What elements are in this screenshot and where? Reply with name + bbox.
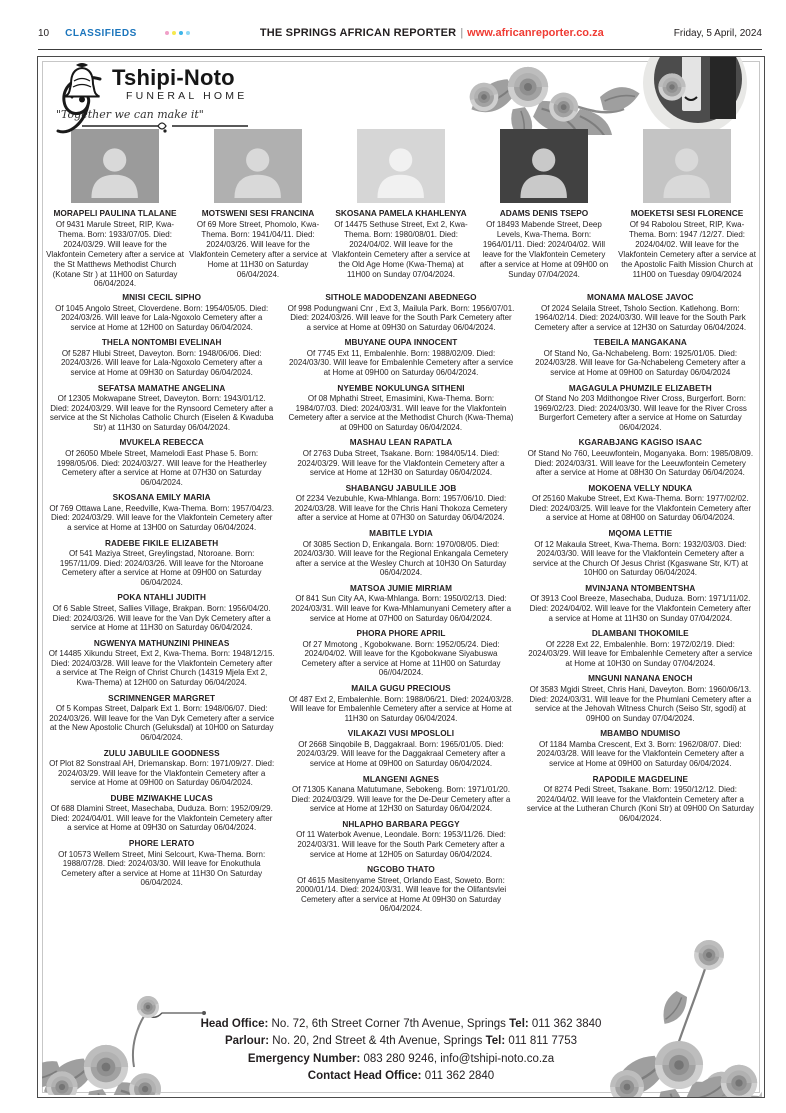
deceased-name: MNGUNI NANANA ENOCH (588, 674, 693, 684)
rose-bouquet-decoration (464, 57, 764, 135)
obituary-text: Of Stand No 203 Mdithongoe River Cross, Burgerfort. Born: 1969/02/23. Died: 2024/03/30. Will leave for the River Cross Burgerfort Cemetery after a service at Home on Saturday 06/04/2024. (533, 394, 747, 432)
deceased-name: SKOSANA EMILY MARIA (112, 493, 211, 503)
memorial-photo-circle (643, 57, 747, 135)
funeral-home-logo (54, 65, 294, 134)
obituary-entry (287, 584, 514, 623)
deceased-name: DLAMBANI THOKOMILE (591, 629, 689, 639)
obituary-column (527, 293, 754, 1017)
obituary-text: Of 27 Mmotong , Kgobokwane. Born: 1952/05/24. Died: 2024/04/02. Will leave for the Kgobokwane Siyabuswa Cemetery after a service at Home at 11H00 on Saturday 06//04/2024. (301, 639, 501, 678)
obituary-text: Of 69 More Street, Phomolo, Kwa-Thema. Born: 1941/04/11. Died: 2024/03/26. Will leave for the Vlakfontein Cemetery after a service at Home at 11H30 on Saturday 06/04/2024. (189, 220, 327, 279)
deceased-name: PHORE LERATO (128, 839, 195, 849)
funeral-notices-advert (37, 56, 765, 1098)
obituary-entry (48, 438, 275, 487)
deceased-name: MAILA GUGU PRECIOUS (351, 684, 451, 694)
deceased-name: SITHOLE MADODENZANI ABEDNEGO (325, 293, 477, 302)
obituary-text: Of 1184 Mamba Crescent, Ext 3. Born: 1962/08/07. Died: 2024/03/28. Will leave for the Vlakfontein Cemetery after a service at Home at 09H00 on Saturday 06/04/2024. (536, 739, 744, 768)
deceased-name: TEBEILA MANGAKANA (593, 338, 687, 348)
deceased-name: NGWENYA MATHUNZINI PHINEAS (93, 638, 230, 648)
deceased-name: KGARABJANG KAGISO ISAAC (578, 438, 702, 448)
obituary-entry (527, 629, 754, 668)
portrait-photo (643, 129, 731, 203)
obituary-text: Of 14475 Sethuse Street, Ext 2, Kwa-Thema. Born: 1980/08/01. Died: 2024/04/02. Will leave for the Vlakfontein Cemetery after a service at the Old Age Home (Kwa-Thema) at 11H00 on Sunday 07/04/2024. (332, 220, 470, 279)
obituary-text: Of 2228 Ext 22, Embalenhle. Born: 1972/02/19. Died: 2024/03/29. Will leave for Embalenhle Cemetery after a service at Home at 10H30 on Sunday 07/04/2024. (528, 639, 753, 668)
deceased-name: MORAPELI PAULINA TLALANE (53, 208, 177, 218)
obituary-entry (527, 584, 754, 623)
obituary-text: Of 6 Sable Street, Sallies Village, Brakpan. Born: 1956/04/20. Died: 2024/03/26. Will leave for the Van Dyk Cemetery after a service at Home at 11H30 on Saturday 06/04/2024. (52, 603, 271, 633)
portrait-photo (357, 129, 445, 203)
obituary-text: Of Stand No 760, Leeuwfontein, Moganyaka. Born: 1985/08/09. Died: 2024/03/31. Will leave for the Leeuwfontein Cemetery after a service at Home at 08H30 On Saturday 06/04/2024. (527, 448, 754, 478)
person-silhouette-icon (512, 138, 575, 203)
obituary-text: Of 12305 Mokwapane Street, Daveyton. Born: 1943/01/12. Died: 2024/03/29. Will leave for the Rynsoord Cemetery after a service at the St Nicholas Catholic Church (Eiselen & Kwaduba Str) at 11H30 on Saturday 06/04/2024. (49, 394, 274, 432)
brand-name: Tshipi-Noto (112, 65, 235, 90)
obituary-entry (287, 529, 514, 578)
obituary-text: Of 8274 Pedi Street, Tsakane. Born: 1950/12/12. Died: 2024/04/02. Will leave for the Vlakfontein Cemetery after a service at the Lutheran Church (Koni Str) at 09H00 On Saturday 06/04/2024. (526, 785, 754, 823)
contact-line: Parlour: No. 20, 2nd Street & 4th Avenue, Springs Tel: 011 811 7753 (224, 1035, 578, 1048)
obituary-entry (527, 293, 754, 332)
deceased-name: MABITLE LYDIA (369, 529, 433, 538)
obituary-text: Of 25160 Makube Street, Ext Kwa-Thema. Born: 1977/02/02. Died: 2024/03/25. Will leave for the Vlakfontein Cemetery after a service at Home at 08H00 on Saturday 06/04/2024. (529, 494, 752, 523)
deceased-name: NHLAPHO BARBARA PEGGY (342, 819, 460, 829)
portrait-photo (214, 129, 302, 203)
deceased-name: MBAMBO NDUMISO (600, 729, 681, 739)
deceased-name: THELA NONTOMBI EVELINAH (101, 338, 222, 348)
obituary-text: Of 3913 Cool Breeze, Masechaba, Duduza. Born: 1971/11/02. Died: 2024/04/02. Will leave for the Vlakfontein Cemetery after a service at Home at 11H30 on Sunday 07/04/2024. (529, 594, 752, 623)
obituary-text: Of 2668 Sinqobile B, Daggakraal. Born: 1965/01/05. Died: 2024/03/29. Will leave for the Daggakraal Cemetery after a service at Home at 09H00 on Saturday 06/04/2024. (296, 739, 506, 768)
obituary-entry (527, 775, 754, 824)
obituary-text: Of 9431 Marule Street, RIP, Kwa-Thema. Born: 1933/07/05. Died: 2024/03/29. Will leave for the Vlakfontein Cemetery after a service at the St Matthews Methodist Church (Kotane Str ) at 11H00 on Saturday 06/04/2024. (46, 220, 184, 289)
deceased-name: MOTSWENI SESI FRANCINA (201, 208, 315, 218)
deceased-name: SHABANGU JABULILE JOB (345, 483, 457, 493)
obituary-entry (287, 629, 514, 678)
deceased-name: NYEMBE NOKULUNGA SITHENI (337, 383, 465, 393)
person-silhouette-icon (655, 138, 718, 203)
person-silhouette-icon (369, 138, 432, 203)
person-silhouette-icon (83, 138, 146, 203)
bell-icon (60, 61, 104, 105)
obituary-entry (48, 794, 275, 833)
obituary-columns (48, 293, 754, 1017)
contact-line: Emergency Number: 083 280 9246, info@tshipi-noto.co.za (247, 1052, 555, 1065)
deceased-name: PHORA PHORE APRIL (356, 629, 446, 639)
obituary-entry (48, 694, 275, 743)
obituary-text: Of 18493 Mabende Street, Deep Levels, Kwa-Thema. Born: 1964/01/11. Died: 2024/04/02. Will leave for the Vlakfontein Cemetery after a service at Home at 09H00 on Sunday 07/04/2024. (479, 220, 609, 279)
photo-obituary-row (46, 129, 756, 289)
obituary-text: Of 2763 Duba Street, Tsakane. Born: 1984/05/14. Died: 2024/03/29. Will leave for the Vlakfontein Cemetery after a service at Home at 12H30 on Saturday 06/04/2024. (297, 448, 505, 478)
page-number: 10 (38, 27, 50, 39)
deceased-name: POKA NTAHLI JUDITH (117, 593, 206, 603)
obituary-entry (527, 484, 754, 523)
obituary-text: Of Stand No, Ga-Nchabeleng. Born: 1925/01/05. Died: 2024/03/28. Will leave for Ga-Nchabeleng Cemetery after a service at Home at 09H00 on Saturday 06/04/2024 (535, 348, 746, 377)
website-link[interactable]: www.africanreporter.co.za (467, 27, 604, 39)
deceased-name: VILAKAZI VUSI MPOSLOLI (347, 729, 455, 739)
deceased-name: MNISI CECIL SIPHO (122, 293, 202, 302)
obituary-text: Of 4615 Masitenyame Street, Orlando East, Soweto. Born: 2000/01/14. Died: 2024/03/31. Will leave for the Olifantsvlei Cemetery after a service at Home At 09H30 on Saturday 06/04/2024. (295, 875, 507, 914)
obituary-entry (287, 865, 514, 914)
deceased-name: DUBE MZIWAKHE LUCAS (110, 793, 213, 803)
deceased-name: MLANGENI AGNES (362, 774, 440, 784)
deceased-name: SEFATSA MAMATHE ANGELINA (97, 383, 226, 393)
obituary-column (48, 293, 275, 1017)
portrait-photo (500, 129, 588, 203)
deceased-name: MVINJANA NTOMBENTSHA (585, 583, 696, 593)
obituary-text: Of 11 Waterbok Avenue, Leondale. Born: 1953/11/26. Died: 2024/03/31. Will leave for the South Park Cemetery after a service at Home at 12H05 on Saturday 06/04/2024. (296, 830, 506, 859)
obituary-text: Of 1045 Angolo Street, Cloverdene. Born: 1954/05/05. Died: 2024/03/26. Will leave for Lala-Ngoxolo Cemetery after a service at Home at 12H00 on Saturday 06/04/2024. (55, 303, 269, 332)
masthead-title (190, 27, 674, 39)
obituary-text: Of 998 Podungwani Cnr , Ext 3, Mailula Park. Born: 1956/07/01. Died: 2024/03/26. Will leave for the South Park Cemetery after a service at Home at 09H30 on Saturday 06/04/2024. (287, 303, 515, 332)
obituary-entry (48, 593, 275, 632)
deceased-name: MBUYANE OUPA INNOCENT (344, 338, 458, 348)
obituary-entry (287, 338, 514, 377)
contact-footer (98, 1016, 704, 1085)
photo-obituary (46, 129, 184, 289)
brand-subtitle: FUNERAL HOME (126, 90, 248, 102)
deceased-name: MONAMA MALOSE JAVOC (587, 293, 694, 302)
contact-line: Head Office: No. 72, 6th Street Corner 7th Avenue, Springs Tel: 011 362 3840 (200, 1018, 602, 1030)
photo-obituary (189, 129, 327, 289)
obituary-text: Of 487 Ext 2, Embalenhle. Born: 1988/06/21. Died: 2024/03/28. Will leave for Embalenhle Cemetery after a service at Home at 11H30 on Saturday 06/04/2024. (288, 694, 514, 723)
registration-dots (165, 31, 190, 35)
deceased-name: MOKOENA VELLY NDUKA (588, 483, 693, 493)
obituary-entry (287, 775, 514, 814)
photo-obituary (475, 129, 613, 289)
obituary-text: Of 2024 Selaila Street, Tsholo Section. Katlehong. Born: 1964/02/14. Died: 2024/03/30. Will leave for the South Park Cemetery after a service at 12H30 on Saturday 06/04/2024. (534, 303, 747, 332)
obituary-text: Of 71305 Kanana Matutumane, Sebokeng. Born: 1971/01/20. Died: 2024/03/29. Will leave for the De-Deur Cemetery after a service at Home at 12H30 on Saturday 06/04/2024. (291, 785, 511, 814)
obituary-text: Of 3583 Mgidi Street, Chris Hani, Daveyton. Born: 1960/06/13. Died: 2024/03/31. Will leave for the Phumlani Cemetery after a service at the Jehovah Witness Church (Seiso Str, sgodi) at 09H00 on Sunday 07/04/2024. (529, 684, 752, 723)
deceased-name: ZULU JABULILE GOODNESS (103, 748, 220, 758)
person-silhouette-icon (226, 138, 289, 203)
obituary-entry (48, 539, 275, 588)
obituary-entry (527, 729, 754, 768)
obituary-text: Of 14485 Xikundu Street, Ext 2, Kwa-Thema. Born: 1948/12/15. Died: 2024/03/28. Will leave for the Vlakfontein Cemetery after a service at The Reign of Christ Church (14319 Mjela Ext 2, Kwa-Thema) at 12H00 on Saturday 06/04/2024. (48, 649, 275, 688)
obituary-text: Of 5287 Hlubi Street, Daveyton. Born: 1948/06/06. Died: 2024/03/26. Will leave for Lala-Ngoxolo Cemetery after a service at Home at 09H30 on Saturday 06/04/2024. (60, 348, 263, 377)
deceased-name: MQOMA LETTIE (608, 529, 673, 538)
obituary-entry (48, 293, 275, 332)
page-header (38, 27, 762, 39)
obituary-entry (48, 749, 275, 788)
obituary-text: Of 94 Rabolou Street, RIP, Kwa-Thema. Born: 1947 /12/27. Died: 2024/04/02. Will leave for the Vlakfontein Cemetery after a service at the Apostolic Faith Mission Church at 11H00 on Tuesday 09/04/2024 (618, 220, 756, 279)
obituary-entry (48, 639, 275, 688)
obituary-text: Of 541 Maziya Street, Greylingstad, Ntoroane. Born: 1957/11/09. Died: 2024/03/26. Will leave for the Ntoroane Cemetery after a service at Home at 09H00 on Saturday 06/04/2024. (59, 549, 264, 587)
deceased-name: NGCOBO THATO (367, 865, 435, 875)
obituary-text: Of 841 Sun City AA, Kwa-Mhlanga. Born: 1950/02/13. Died: 2024/03/31. Will leave for Kwa-Mhlamunyani Cemetery after a service at Home at 07H00 on Saturday 06/04/2024. (290, 594, 512, 623)
obituary-entry (527, 338, 754, 377)
issue-date: Friday, 5 April, 2024 (673, 27, 762, 39)
obituary-entry (287, 684, 514, 723)
obituary-text: Of 688 Dlamini Street, Masechaba, Duduza. Born: 1952/09/29. Died: 2024/04/01. Will leave for the Vlakfontein Cemetery after a service at Home at 09H30 on Saturday 06/04/2024. (50, 804, 273, 833)
obituary-text: Of 08 Mphathi Street, Emasimini, Kwa-Thema. Born: 1984/07/03. Died: 2024/03/31. Will leave for the Vlakfontein Cemetery after a service at the Methodist Church (Kwa-Thema) at 09H00 on Saturday 06/04/2024. (288, 394, 514, 432)
color-dot-icon (179, 31, 183, 35)
obituary-text: Of 26050 Mbele Street, Mamelodi East Phase 5. Born: 1998/05/06. Died: 2024/03/27. Will leave for the Heatherley Cemetery after a service at Home at 07H30 on Saturday 06/04/2024. (56, 448, 267, 487)
obituary-entry (527, 438, 754, 477)
obituary-entry (527, 384, 754, 433)
obituary-entry (287, 820, 514, 859)
obituary-text: Of 2234 Vezubuhle, Kwa-Mhlanga. Born: 1957/06/10. Died: 2024/03/28. Will leave for the Chris Hani Thokoza Cemetery after a service at Home at 07H30 on Saturday 06/04/2024. (294, 494, 508, 523)
contact-line: Contact Head Office: 011 362 2840 (307, 1069, 495, 1082)
color-dot-icon (165, 31, 169, 35)
photo-obituary (618, 129, 756, 289)
obituary-entry (527, 529, 754, 578)
obituary-entry (287, 484, 514, 523)
deceased-name: SKOSANA PAMELA KHAHLENYA (335, 208, 467, 218)
brand-tagline: "Together we can make it" (56, 108, 204, 121)
deceased-name: MOEKETSI SESI FLORENCE (630, 208, 744, 218)
color-dot-icon (172, 31, 176, 35)
deceased-name: MATSOA JUMIE MIRRIAM (349, 583, 453, 593)
obituary-entry (287, 438, 514, 477)
obituary-text: Of 12 Makaula Street, Kwa-Thema. Born: 1932/03/03. Died: 2024/03/30. Will leave for the Vlakfontein Cemetery after a service at the Church Of Jesus Christ (Kgaswane Str, K/T) at 10H00 on Saturday 06/04/2024. (532, 539, 748, 578)
deceased-name: RAPODILE MAGDELINE (592, 774, 689, 784)
deceased-name: SCRIMNENGER MARGRET (108, 693, 216, 703)
header-divider (38, 49, 762, 50)
obituary-text: Of 7745 Ext 11, Embalenhle. Born: 1988/02/09. Died: 2024/03/30. Will leave for Embalenhle Cemetery after a service at Home at 09H00 on Saturday 06/04/2024. (288, 348, 514, 377)
obituary-text: Of 5 Kompas Street, Dalpark Ext 1. Born: 1948/06/07. Died: 2024/03/26. Will leave for the Van Dyk Cemetery after a service at the New Apostolic Church (Geluksdal) at 10H00 on Saturday 06/04/2024. (49, 704, 275, 742)
obituary-entry (48, 839, 275, 888)
paper-name: THE SPRINGS AFRICAN REPORTER (259, 27, 457, 39)
photo-obituary (332, 129, 470, 289)
deceased-name: MASHAU LEAN RAPATLA (349, 438, 453, 448)
obituary-entry (287, 293, 514, 332)
deceased-name: MAGAGULA PHUMZILE ELIZABETH (568, 383, 712, 393)
section-label: CLASSIFIEDS (65, 27, 137, 39)
obituary-entry (48, 384, 275, 433)
obituary-text: Of 769 Ottawa Lane, Reedville, Kwa-Thema. Born: 1957/04/23. Died: 2024/03/29. Will leave for the Vlakfontein Cemetery after a service at Home at 13H00 on Saturday 06/04/2024. (49, 503, 274, 532)
deceased-name: MVUKELA REBECCA (119, 438, 204, 448)
obituary-text: Of 3085 Section D, Enkangala. Born: 1970/08/05. Died: 2024/03/30. Will leave for the Regional Enkangala Cemetery after a service at the Wesley Church at 10H30 On Saturday 06/04/2024. (293, 539, 509, 578)
obituary-column (287, 293, 514, 1017)
obituary-entry (48, 493, 275, 532)
deceased-name: ADAMS DENIS TSEPO (499, 208, 589, 218)
obituary-text: Of Plot 82 Sonstraal AH, Driemanskap. Born: 1971/09/27. Died: 2024/03/29. Will leave for the Vlakfontein Cemetery after a service at Home at 09H00 on Saturday 06/04/2024. (49, 759, 275, 788)
obituary-entry (48, 338, 275, 377)
obituary-entry (287, 729, 514, 768)
obituary-entry (527, 674, 754, 723)
obituary-entry (287, 384, 514, 433)
deceased-name: RADEBE FIKILE ELIZABETH (105, 538, 219, 548)
title-separator: | (460, 27, 464, 39)
obituary-text: Of 10573 Wellem Street, Mini Selcourt, Kwa-Thema. Born: 1988/07/28. Died: 2024/03/30. Will leave for Enokuthula Cemetery after a service at Home at 11H30 On Saturday 06/04/2024. (58, 849, 266, 888)
